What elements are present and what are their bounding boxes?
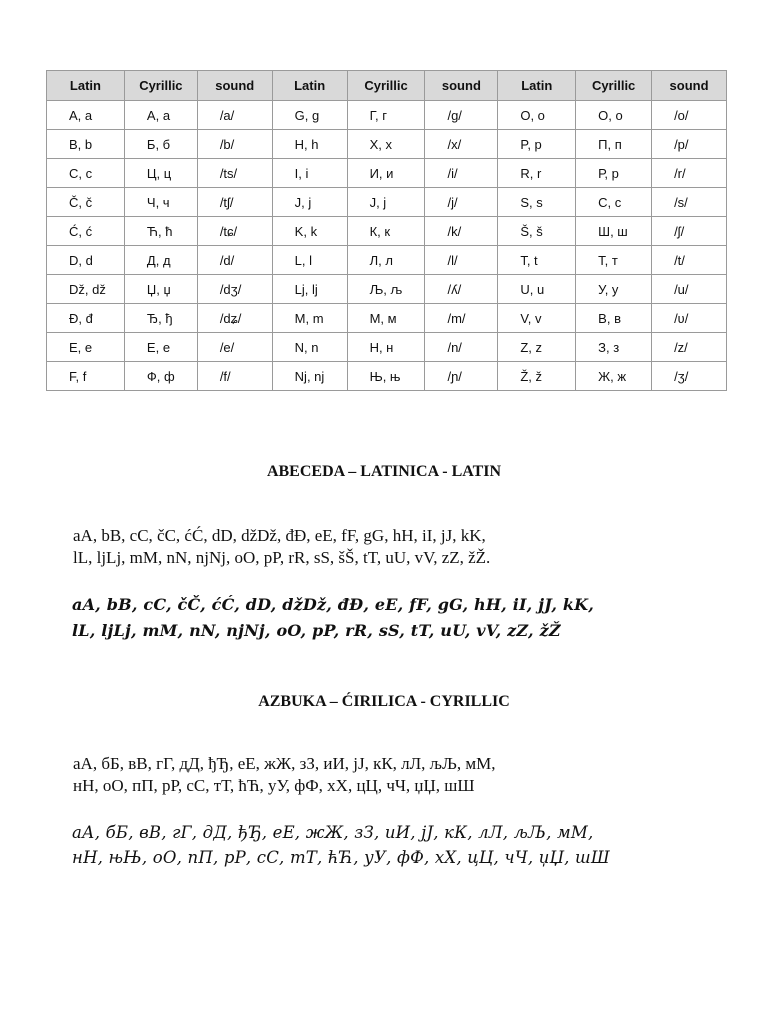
header-latin: Latin <box>272 71 347 101</box>
cyrillic-cell: О, о <box>576 101 652 130</box>
table-row <box>47 275 727 304</box>
cyrillic-cell: Ф, ф <box>124 362 197 391</box>
cyrillic-cell: М, м <box>347 304 425 333</box>
cyrillic-cell: Ж, ж <box>576 362 652 391</box>
latin-print-line: lL, ljLj, mM, nN, njNj, oO, pP, rR, sS, šŠ, tT, uU, vV, zZ, žŽ. <box>73 548 491 567</box>
cyrillic-cell: Љ, љ <box>347 275 425 304</box>
latin-cell: Č, č <box>47 188 125 217</box>
sound-cell: /g/ <box>425 101 498 130</box>
sound-cell: /tɕ/ <box>197 217 272 246</box>
latin-cell: I, i <box>272 159 347 188</box>
cyrillic-print-line: нН, оО, пП, рР, сС, тТ, ћЋ, уУ, фФ, хХ, цЦ, чЧ, џЏ, шШ <box>73 776 475 795</box>
latin-cell: C, c <box>47 159 125 188</box>
latin-cell: Dž, dž <box>47 275 125 304</box>
latin-cell: Z, z <box>498 333 576 362</box>
cyrillic-cell: Г, г <box>347 101 425 130</box>
sound-cell: /m/ <box>425 304 498 333</box>
sound-cell: /ʒ/ <box>652 362 727 391</box>
sound-cell: /p/ <box>652 130 727 159</box>
table-row <box>47 246 727 275</box>
latin-cell: T, t <box>498 246 576 275</box>
cyrillic-cell: И, и <box>347 159 425 188</box>
cyrillic-cell: Л, л <box>347 246 425 275</box>
cyrillic-cell: Т, т <box>576 246 652 275</box>
cyrillic-cell: Џ, џ <box>124 275 197 304</box>
cyrillic-cell: Ш, ш <box>576 217 652 246</box>
header-cyrillic: Cyrillic <box>347 71 425 101</box>
latin-cell: Đ, đ <box>47 304 125 333</box>
latin-cell: G, g <box>272 101 347 130</box>
sound-cell: /tʃ/ <box>197 188 272 217</box>
latin-cell: Lj, lj <box>272 275 347 304</box>
latin-cell: N, n <box>272 333 347 362</box>
cyrillic-cell: Р, р <box>576 159 652 188</box>
latin-cell: A, a <box>47 101 125 130</box>
latin-cell: E, e <box>47 333 125 362</box>
cyrillic-cell: У, у <box>576 275 652 304</box>
sound-cell: /i/ <box>425 159 498 188</box>
latin-cell: Š, š <box>498 217 576 246</box>
sound-cell: /dʑ/ <box>197 304 272 333</box>
latin-cell: H, h <box>272 130 347 159</box>
latin-cell: O, o <box>498 101 576 130</box>
cyrillic-cell: Ћ, ћ <box>124 217 197 246</box>
latin-cell: B, b <box>47 130 125 159</box>
cyrillic-print-line: аА, бБ, вВ, гГ, дД, ђЂ, еЕ, жЖ, зЗ, иИ, јЈ, кК, лЛ, љЉ, мМ, <box>73 754 496 773</box>
latin-cell: S, s <box>498 188 576 217</box>
sound-cell: /a/ <box>197 101 272 130</box>
table-row <box>47 217 727 246</box>
cyrillic-cell: Ч, ч <box>124 188 197 217</box>
sound-cell: /z/ <box>652 333 727 362</box>
cyrillic-script-alphabet <box>72 820 752 870</box>
latin-script-line: lL, ljLj, mM, nN, njNj, oO, pP, rR, sS, tT, uU, vV, zZ, žŽ <box>72 621 561 640</box>
table-row <box>47 101 727 130</box>
cyrillic-cell: Ц, ц <box>124 159 197 188</box>
cyrillic-heading: AZBUKA – ĆIRILICA - CYRILLIC <box>258 693 510 710</box>
latin-cell: Ž, ž <box>498 362 576 391</box>
cyrillic-cell: Њ, њ <box>347 362 425 391</box>
header-cyrillic: Cyrillic <box>576 71 652 101</box>
header-latin: Latin <box>498 71 576 101</box>
alphabet-table <box>46 70 727 391</box>
sound-cell: /e/ <box>197 333 272 362</box>
latin-cell: Ć, ć <box>47 217 125 246</box>
cyrillic-cell: В, в <box>576 304 652 333</box>
sound-cell: /x/ <box>425 130 498 159</box>
sound-cell: /j/ <box>425 188 498 217</box>
latin-cell: L, l <box>272 246 347 275</box>
latin-cell: F, f <box>47 362 125 391</box>
sound-cell: /b/ <box>197 130 272 159</box>
latin-script-alphabet <box>72 592 752 644</box>
cyrillic-cell: Б, б <box>124 130 197 159</box>
latin-heading: ABECEDA – LATINICA - LATIN <box>266 463 502 480</box>
sound-cell: /ʋ/ <box>652 304 727 333</box>
header-cyrillic: Cyrillic <box>124 71 197 101</box>
header-sound: sound <box>425 71 498 101</box>
table-row <box>47 188 727 217</box>
latin-print-line: aA, bB, cC, čC, ćĆ, dD, džDž, đĐ, eE, fF, gG, hH, iI, jJ, kK, <box>73 526 486 545</box>
table-row <box>47 362 727 391</box>
header-sound: sound <box>652 71 727 101</box>
sound-cell: /k/ <box>425 217 498 246</box>
table-header-row <box>47 71 727 101</box>
cyrillic-cell: А, а <box>124 101 197 130</box>
sound-cell: /n/ <box>425 333 498 362</box>
sound-cell: /u/ <box>652 275 727 304</box>
latin-cell: U, u <box>498 275 576 304</box>
cyrillic-cell: З, з <box>576 333 652 362</box>
latin-cell: J, j <box>272 188 347 217</box>
sound-cell: /t/ <box>652 246 727 275</box>
sound-cell: /ʎ/ <box>425 275 498 304</box>
header-latin: Latin <box>47 71 125 101</box>
sound-cell: /ɲ/ <box>425 362 498 391</box>
latin-cell: P, p <box>498 130 576 159</box>
cyrillic-print-alphabet <box>73 753 733 797</box>
cyrillic-cell: Н, н <box>347 333 425 362</box>
table-row <box>47 333 727 362</box>
sound-cell: /ts/ <box>197 159 272 188</box>
header-sound: sound <box>197 71 272 101</box>
latin-cell: M, m <box>272 304 347 333</box>
sound-cell: /o/ <box>652 101 727 130</box>
sound-cell: /dʒ/ <box>197 275 272 304</box>
latin-cell: V, v <box>498 304 576 333</box>
latin-script-line: aA, bB, cC, čČ, ćĆ, dD, džDž, đĐ, eE, fF, gG, hH, iI, jJ, kK, <box>72 595 595 614</box>
latin-cell: Nj, nj <box>272 362 347 391</box>
latin-print-alphabet <box>73 525 733 569</box>
cyrillic-cell: Ј, ј <box>347 188 425 217</box>
sound-cell: /ʃ/ <box>652 217 727 246</box>
latin-cell: K, k <box>272 217 347 246</box>
sound-cell: /f/ <box>197 362 272 391</box>
cyrillic-script-line: аА, бБ, вВ, гГ, дД, ђЂ, еЕ, жЖ, зЗ, иИ, јЈ, кК, лЛ, љЉ, мМ, <box>72 823 594 842</box>
cyrillic-cell: Х, х <box>347 130 425 159</box>
table-row <box>47 130 727 159</box>
latin-cell: D, d <box>47 246 125 275</box>
table-row <box>47 159 727 188</box>
latin-cell: R, r <box>498 159 576 188</box>
cyrillic-cell: Е, е <box>124 333 197 362</box>
cyrillic-cell: К, к <box>347 217 425 246</box>
table-row <box>47 304 727 333</box>
cyrillic-cell: П, п <box>576 130 652 159</box>
sound-cell: /l/ <box>425 246 498 275</box>
sound-cell: /s/ <box>652 188 727 217</box>
cyrillic-cell: Д, д <box>124 246 197 275</box>
cyrillic-cell: Ђ, ђ <box>124 304 197 333</box>
sound-cell: /r/ <box>652 159 727 188</box>
cyrillic-script-line: нН, њЊ, оО, пП, рР, сС, тТ, ћЋ, уУ, фФ, хХ, цЦ, чЧ, џЏ, шШ <box>72 848 610 867</box>
cyrillic-cell: С, с <box>576 188 652 217</box>
sound-cell: /d/ <box>197 246 272 275</box>
